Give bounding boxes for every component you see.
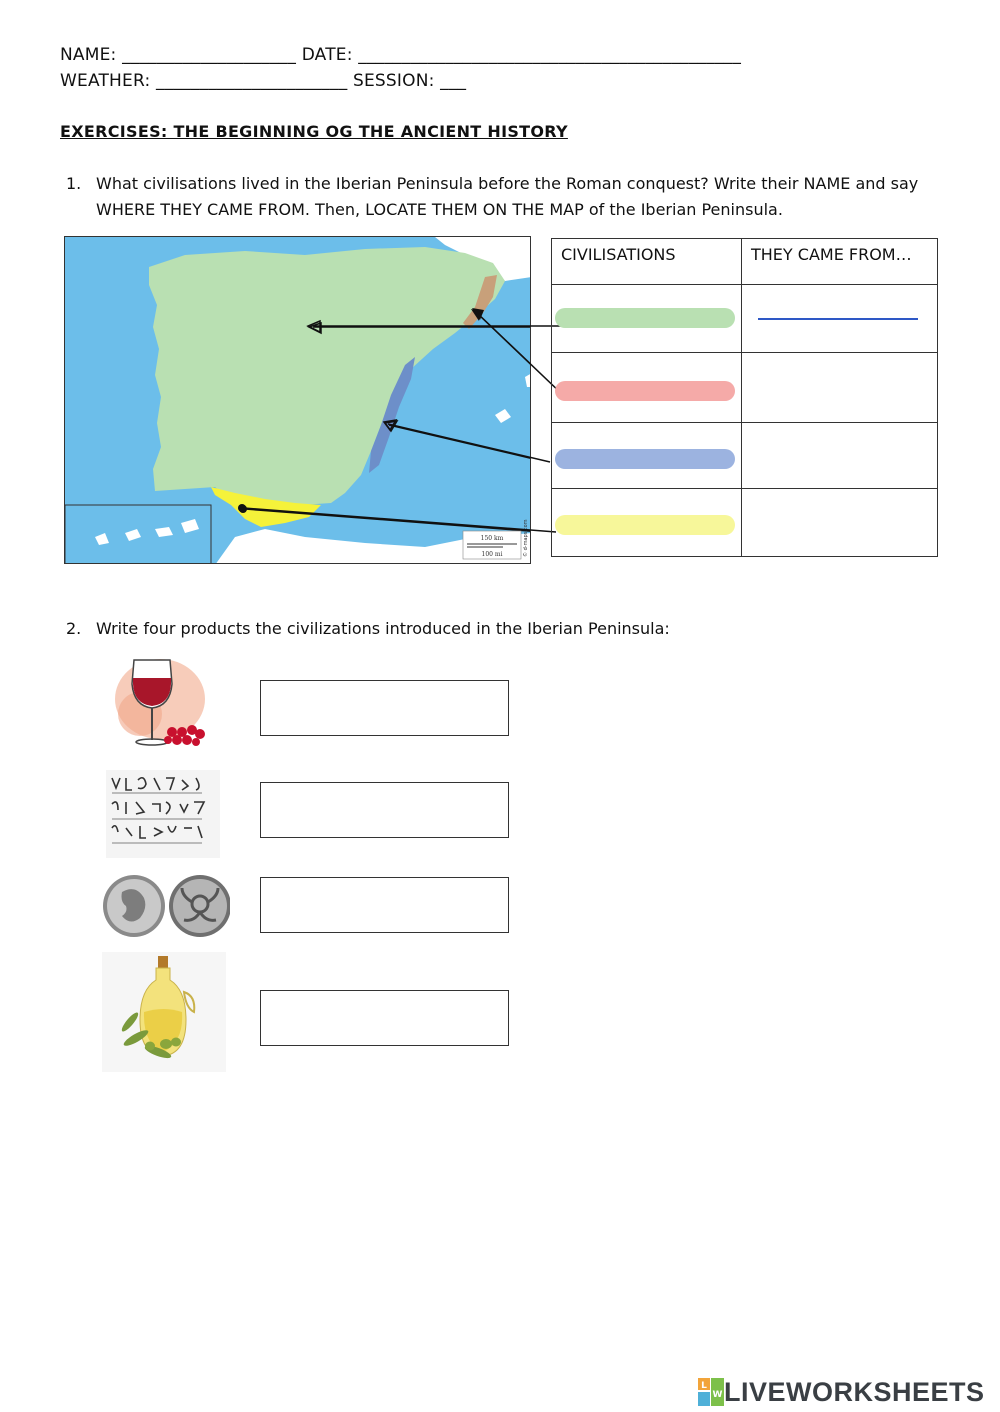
- scale-km-label: 150 km: [480, 535, 504, 542]
- alphabet-icon: [100, 770, 230, 858]
- header-civilisations: CIVILISATIONS: [552, 239, 742, 285]
- logo-text: LIVEWORKSHEETS: [724, 1376, 985, 1407]
- header-they-came-from: THEY CAME FROM…: [742, 239, 938, 285]
- civilisation-cell[interactable]: [552, 423, 742, 489]
- worksheet-title: EXERCISES: THE BEGINNING OG THE ANCIENT HISTORY: [60, 122, 568, 141]
- origin-underline: [758, 318, 918, 320]
- origin-cell[interactable]: [742, 423, 938, 489]
- table-row: [552, 353, 938, 423]
- table-row: [552, 285, 938, 353]
- arrow-line-blue: [388, 424, 550, 462]
- olive-oil-icon: [100, 952, 230, 1072]
- wine-glass-icon: [100, 654, 230, 754]
- green-answer-pill[interactable]: [555, 308, 735, 328]
- table-row: [552, 423, 938, 489]
- question-2-number: 2.: [66, 619, 82, 638]
- table-row: [552, 489, 938, 557]
- civilisation-cell[interactable]: [552, 489, 742, 557]
- coins-icon: [100, 868, 230, 944]
- header-weather-session-line: WEATHER: ______________________ SESSION: ___: [60, 71, 467, 91]
- product-answer-box-4[interactable]: [260, 990, 509, 1046]
- arrow-head-yellow: [238, 504, 246, 512]
- question-2-text: Write four products the civilizations introduced in the Iberian Peninsula:: [96, 619, 670, 638]
- question-1-number: 1.: [66, 174, 82, 193]
- svg-text:L: L: [701, 1381, 707, 1391]
- product-answer-box-1[interactable]: [260, 680, 509, 736]
- arrow-line-yellow: [244, 508, 556, 532]
- origin-cell[interactable]: [742, 489, 938, 557]
- map-credit: © d-maps.com: [523, 519, 529, 557]
- svg-text:W: W: [712, 1390, 723, 1400]
- civilisations-table: [551, 238, 938, 557]
- logo-badge-icon: [698, 1378, 724, 1406]
- product-answer-box-3[interactable]: [260, 877, 509, 933]
- origin-cell[interactable]: [742, 285, 938, 353]
- yellow-answer-pill[interactable]: [555, 515, 735, 535]
- product-answer-box-2[interactable]: [260, 782, 509, 838]
- red-answer-pill[interactable]: [555, 381, 735, 401]
- civilisation-cell[interactable]: [552, 353, 742, 423]
- civilisation-cell[interactable]: [552, 285, 742, 353]
- origin-cell[interactable]: [742, 353, 938, 423]
- question-1-text: What civilisations lived in the Iberian Peninsula before the Roman conquest? Write their NAME and say WHERE THEY CAME FROM. Then, LOCATE THEM ON THE MAP of the Iberian Peninsula.: [96, 174, 919, 219]
- scale-mi-label: 100 mi: [481, 551, 503, 558]
- liveworksheets-logo: [698, 1377, 985, 1407]
- blue-answer-pill[interactable]: [555, 449, 735, 469]
- header-name-date-line: NAME: ____________________ DATE: ____________________________________________: [60, 45, 742, 65]
